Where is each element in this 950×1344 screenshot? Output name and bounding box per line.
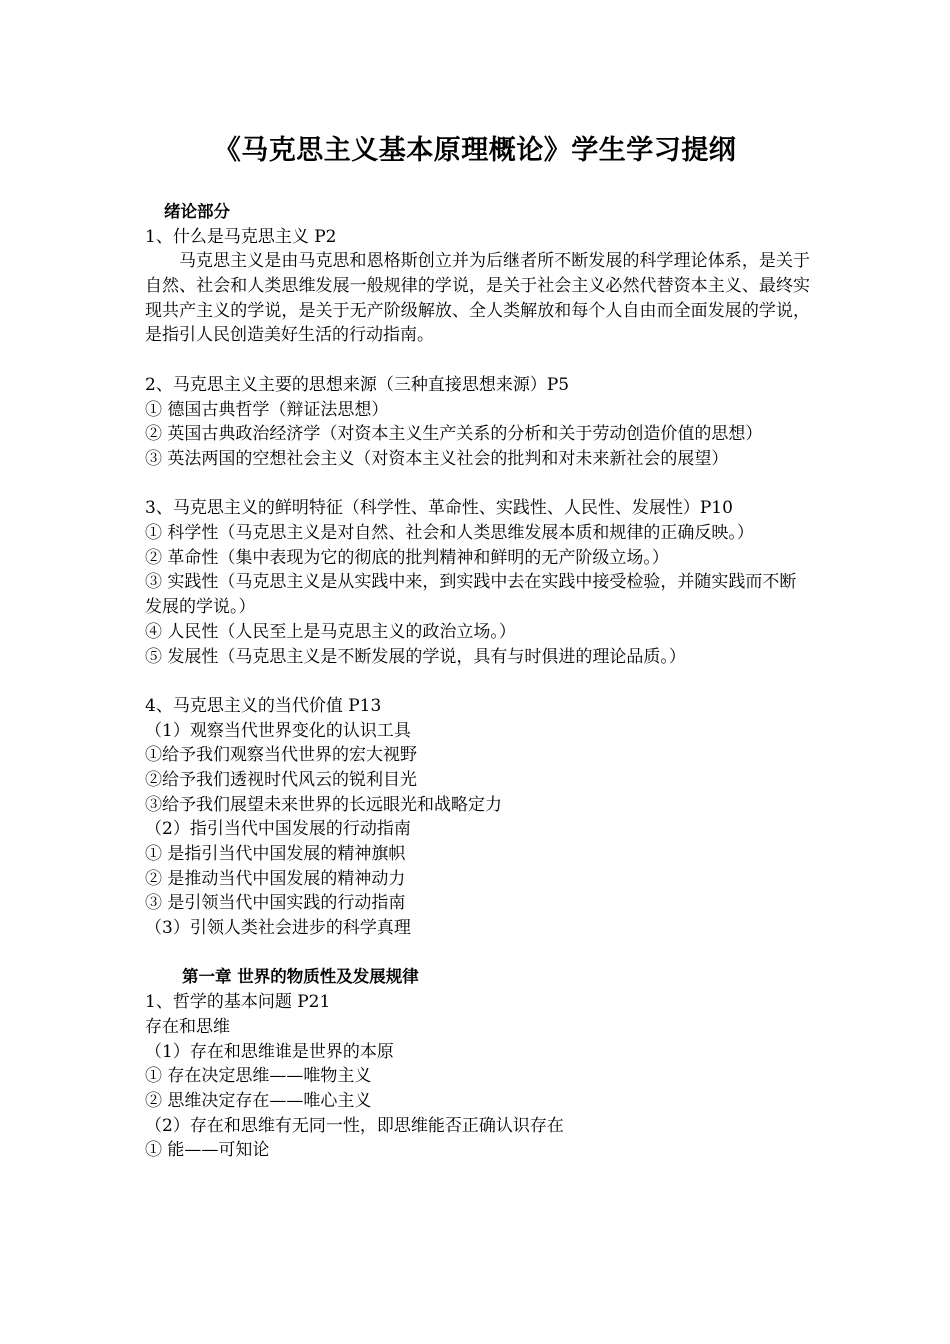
list-item: ① 科学性（马克思主义是对自然、社会和人类思维发展本质和规律的正确反映。） (145, 523, 754, 544)
list-item: （1）存在和思维谁是世界的本原 (145, 1041, 394, 1062)
section-heading-intro: 绪论部分 (164, 202, 230, 221)
question-title: 3、马克思主义的鲜明特征（科学性、革命性、实践性、人民性、发展性）P10 (145, 498, 733, 519)
question-title: 2、马克思主义主要的思想来源（三种直接思想来源）P5 (145, 374, 570, 395)
question-title: 1、哲学的基本问题 P21 (145, 992, 331, 1013)
list-item: （3）引领人类社会进步的科学真理 (145, 918, 411, 939)
list-item: ③给予我们展望未来世界的长远眼光和战略定力 (145, 794, 502, 815)
list-item: （2）指引当代中国发展的行动指南 (145, 819, 411, 840)
blank-line (145, 669, 810, 694)
list-item: ② 革命性（集中表现为它的彻底的批判精神和鲜明的无产阶级立场。） (145, 547, 669, 568)
list-item: ① 能——可知论 (145, 1140, 270, 1161)
question-title: 1、什么是马克思主义 P2 (145, 226, 337, 247)
list-item: （2）存在和思维有无同一性，即思维能否正确认识存在 (145, 1115, 564, 1136)
list-item: ③ 英法两国的空想社会主义（对资本主义社会的批判和对未来新社会的展望） (145, 448, 729, 469)
list-item: ③ 实践性（马克思主义是从实践中来，到实践中去在实践中接受检验，并随实践而不断发展的学说。） (145, 572, 797, 618)
list-item: 存在和思维 (145, 1016, 230, 1037)
list-item: ③ 是引领当代中国实践的行动指南 (145, 893, 406, 914)
document-title: 《马克思主义基本原理概论》学生学习提纲 (213, 135, 737, 166)
list-item: ⑤ 发展性（马克思主义是不断发展的学说，具有与时俱进的理论品质。） (145, 646, 686, 667)
list-item: ①给予我们观察当代世界的宏大视野 (145, 745, 417, 766)
blank-line (145, 348, 810, 373)
question-title: 4、马克思主义的当代价值 P13 (145, 695, 382, 716)
list-item: ④ 人民性（人民至上是马克思主义的政治立场。） (145, 621, 516, 642)
document-body (145, 200, 810, 1163)
list-item: ① 德国古典哲学（辩证法思想） (145, 399, 389, 420)
definition-paragraph: 马克思主义是由马克思和恩格斯创立并为后继者所不断发展的科学理论体系，是关于自然、社会和人类思维发展一般规律的学说，是关于社会主义必然代替资本主义、最终实现共产主义的学说，是关于无产阶级解放、全人类解放和每个人自由而全面发展的学说，是指引人民创造美好生活的行动指南。 (145, 251, 810, 346)
list-item: ① 存在决定思维——唯物主义 (145, 1066, 372, 1087)
blank-line (145, 941, 810, 966)
blank-line (145, 472, 810, 497)
list-item: ②给予我们透视时代风云的锐利目光 (145, 769, 417, 790)
list-item: （1）观察当代世界变化的认识工具 (145, 720, 411, 741)
list-item: ② 英国古典政治经济学（对资本主义生产关系的分析和关于劳动创造价值的思想） (145, 424, 763, 445)
section-heading-chapter1: 第一章 世界的物质性及发展规律 (182, 967, 419, 987)
list-item: ② 是推动当代中国发展的精神动力 (145, 868, 406, 889)
list-item: ① 是指引当代中国发展的精神旗帜 (145, 844, 406, 864)
list-item: ② 思维决定存在——唯心主义 (145, 1090, 372, 1111)
